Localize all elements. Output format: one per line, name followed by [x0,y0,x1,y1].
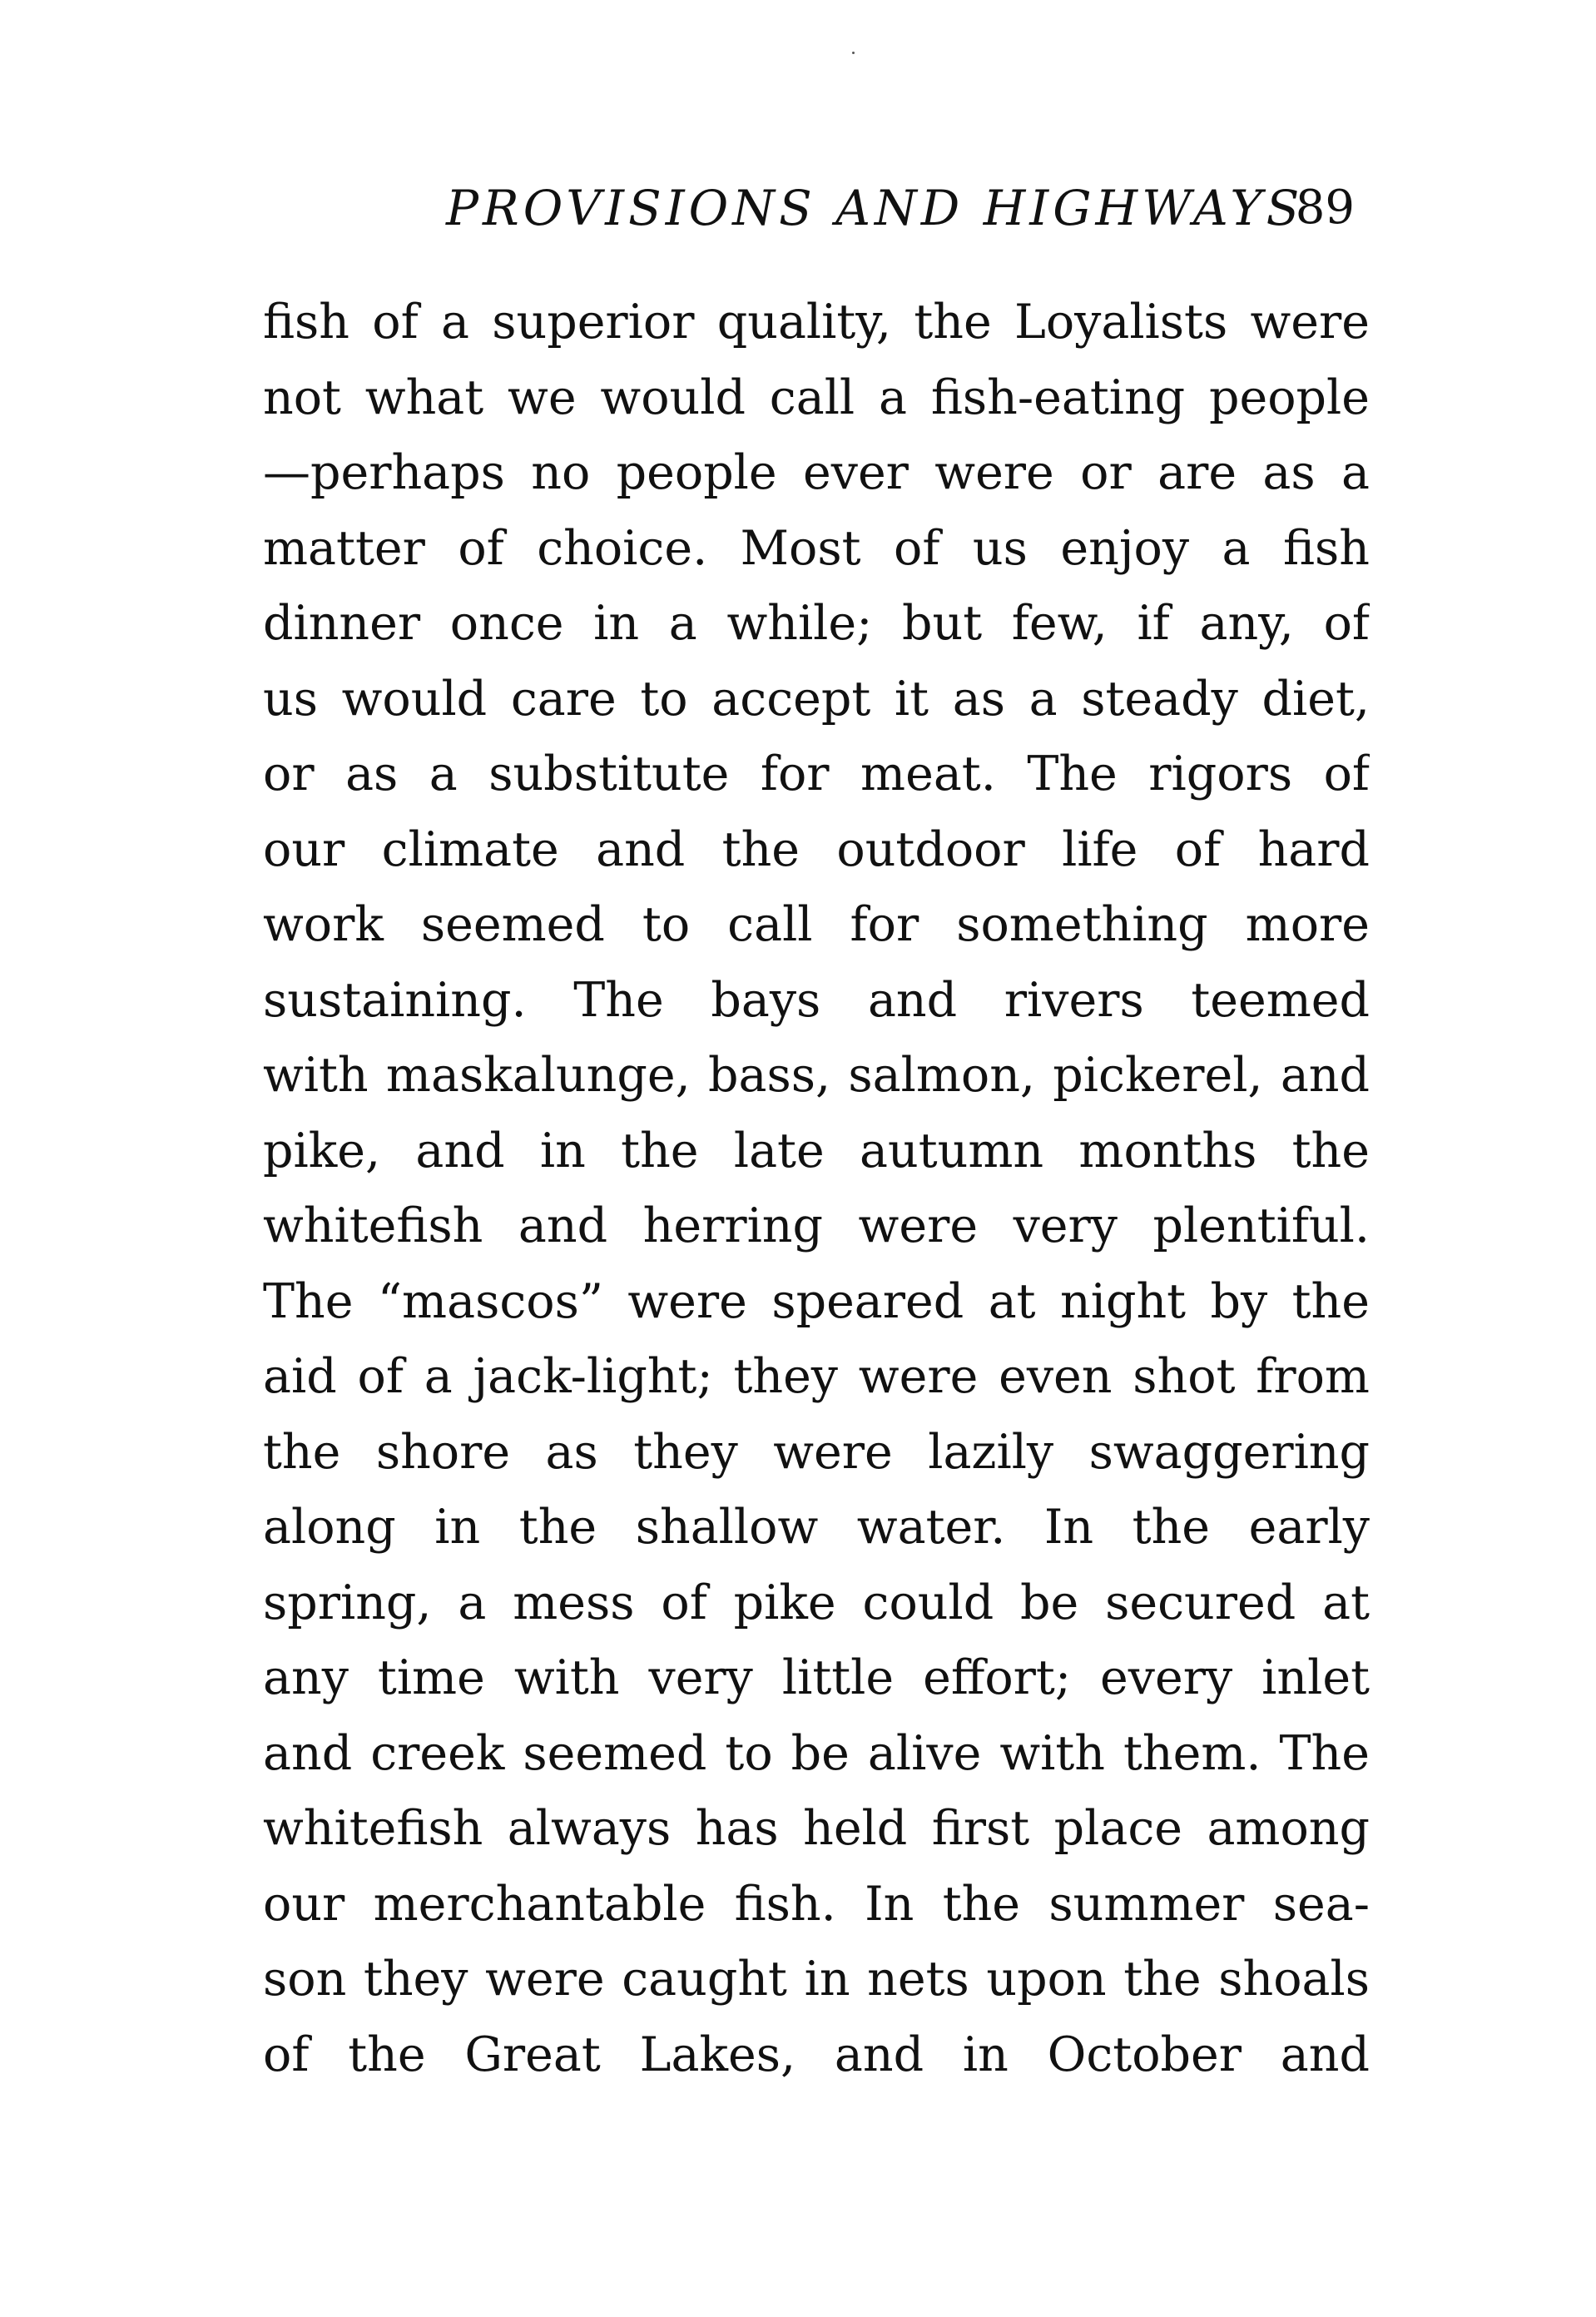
text-line: along in the shallow water. In the early [263,1500,1370,1555]
text-line: aid of a jack-light; they were even shot from [263,1349,1370,1404]
text-line: not what we would call a fish-eating people [263,370,1370,425]
text-line: or as a substitute for meat. The rigors of [263,747,1370,801]
page-number: 89 [1295,181,1355,235]
text-line: any time with very little effort; every inlet [263,1650,1370,1705]
text-line: whitefish and herring were very plentiful. [263,1198,1370,1253]
text-line: —perhaps no people ever were or are as a [263,445,1370,500]
text-line: work seemed to call for something more [263,897,1370,952]
text-line: whitefish always has held first place among [263,1801,1370,1856]
text-line: our merchantable fish. In the summer sea- [263,1876,1370,1932]
text-line: dinner once in a while; but few, if any, of [263,596,1370,651]
text-line: pike, and in the late autumn months the [263,1123,1370,1178]
text-line: spring, a mess of pike could be secured at [263,1575,1370,1630]
text-line: us would care to accept it as a steady diet, [263,671,1370,727]
body-paragraph [263,285,1370,2092]
text-line: The “mascos” were speared at night by the [263,1273,1370,1329]
text-line: with maskalunge, bass, salmon, pickerel, and [263,1048,1370,1103]
text-line: of the Great Lakes, and in October and [263,2027,1370,2082]
text-line: matter of choice. Most of us enjoy a fish [263,520,1370,576]
text-line: fish of a superior quality, the Loyalists were [263,295,1370,350]
text-line: the shore as they were lazily swaggering [263,1424,1370,1480]
text-line: son they were caught in nets upon the shoals [263,1952,1370,2007]
text-line: our climate and the outdoor life of hard [263,821,1370,877]
print-speck [852,52,855,54]
running-title: PROVISIONS AND HIGHWAYS [446,180,1304,236]
text-line: sustaining. The bays and rivers teemed [263,972,1370,1028]
text-line: and creek seemed to be alive with them. The [263,1725,1370,1781]
running-head [263,171,1370,246]
